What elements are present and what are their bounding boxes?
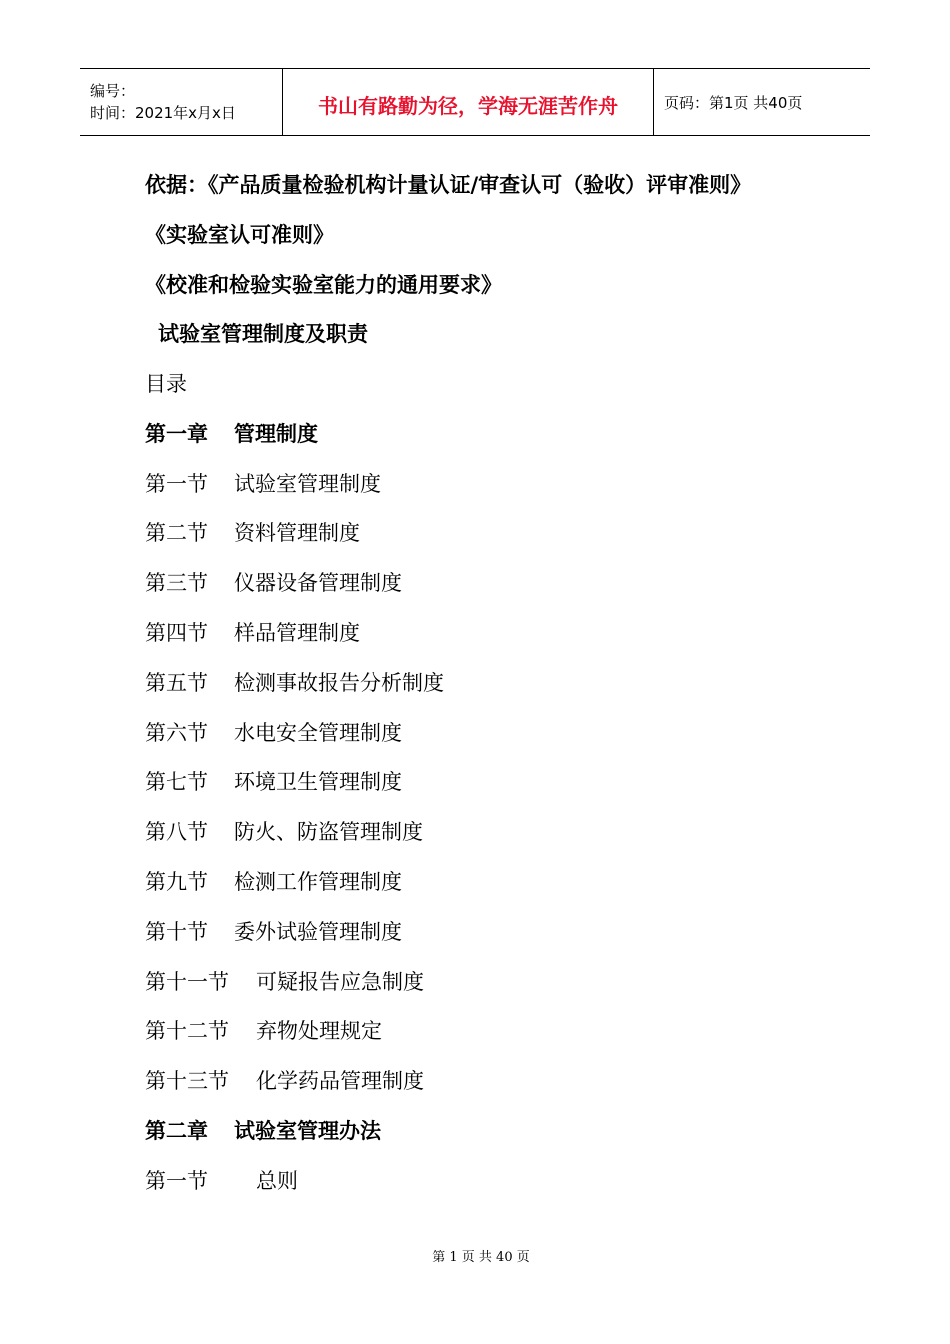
toc-section[interactable]: [145, 471, 381, 497]
section-title: 检测工作管理制度: [234, 870, 402, 894]
section-number: 第四节: [145, 621, 208, 645]
section-number: 第八节: [145, 820, 208, 844]
chapter-title: 试验室管理办法: [234, 1119, 381, 1143]
section-number: 第六节: [145, 721, 208, 745]
section-title: 化学药品管理制度: [256, 1069, 424, 1093]
toc-heading: 目录: [145, 372, 187, 396]
document-title: 试验室管理制度及职责: [158, 322, 368, 346]
section-number: 第二节: [145, 521, 208, 545]
toc-section[interactable]: [145, 720, 402, 746]
chapter-number: 第一章: [145, 422, 208, 446]
toc-section[interactable]: [145, 1168, 298, 1194]
section-number: 第十一节: [145, 970, 229, 994]
section-number: 第一节: [145, 1169, 208, 1193]
chapter-number: 第二章: [145, 1119, 208, 1143]
toc-section[interactable]: [145, 620, 360, 646]
header-page-info: 页码：第1页 共40页: [664, 93, 803, 112]
section-title: 可疑报告应急制度: [256, 970, 424, 994]
toc-section[interactable]: [145, 919, 402, 945]
section-title: 检测事故报告分析制度: [234, 671, 444, 695]
document-date: 时间：2021年x月x日: [90, 104, 236, 122]
header-meta: [80, 69, 282, 135]
section-number: 第七节: [145, 770, 208, 794]
toc-section[interactable]: [145, 819, 423, 845]
section-title: 弃物处理规定: [256, 1019, 382, 1043]
section-title: 样品管理制度: [234, 621, 360, 645]
page-footer: 第 1 页 共 40 页: [432, 1250, 530, 1265]
section-number: 第一节: [145, 472, 208, 496]
basis-line-3: 《校准和检验实验室能力的通用要求》: [145, 273, 502, 297]
toc-section[interactable]: [145, 869, 402, 895]
toc-section[interactable]: [145, 520, 360, 546]
section-number: 第十节: [145, 920, 208, 944]
header-motto: 书山有路勤为径，学海无涯苦作舟: [282, 69, 654, 135]
toc-section[interactable]: [145, 769, 402, 795]
chapter-title: 管理制度: [234, 422, 318, 446]
toc-section[interactable]: [145, 1018, 382, 1044]
section-number: 第十二节: [145, 1019, 229, 1043]
section-number: 第三节: [145, 571, 208, 595]
toc-section[interactable]: [145, 670, 444, 696]
section-title: 环境卫生管理制度: [234, 770, 402, 794]
basis-line-1: 依据：《产品质量检验机构计量认证/审查认可（验收）评审准则》: [145, 173, 752, 197]
section-number: 第十三节: [145, 1069, 229, 1093]
section-number: 第九节: [145, 870, 208, 894]
section-title: 委外试验管理制度: [234, 920, 402, 944]
section-title: 试验室管理制度: [234, 472, 381, 496]
section-title: 资料管理制度: [234, 521, 360, 545]
section-title: 总则: [256, 1169, 298, 1193]
basis-line-2: 《实验室认可准则》: [145, 223, 334, 247]
section-number: 第五节: [145, 671, 208, 695]
toc-section[interactable]: [145, 1068, 424, 1094]
toc-chapter-2[interactable]: [145, 1118, 381, 1144]
toc-chapter-1[interactable]: [145, 421, 318, 447]
section-title: 仪器设备管理制度: [234, 571, 402, 595]
toc-section[interactable]: [145, 969, 424, 995]
document-header: [80, 68, 870, 136]
document-number-label: 编号：: [90, 82, 136, 100]
section-title: 防火、防盗管理制度: [234, 820, 423, 844]
section-title: 水电安全管理制度: [234, 721, 402, 745]
toc-section[interactable]: [145, 570, 402, 596]
